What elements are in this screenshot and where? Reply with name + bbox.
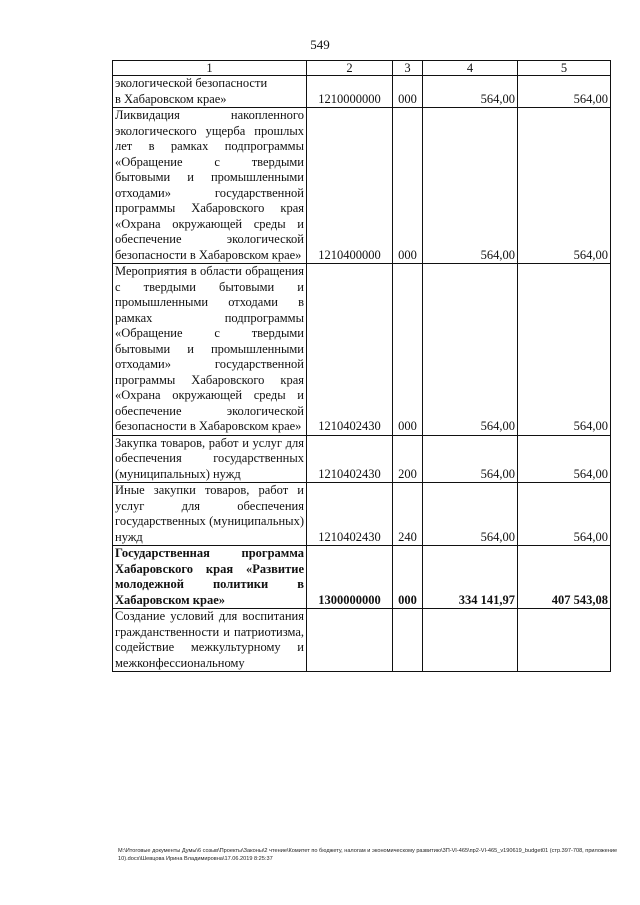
row-value-year2-cell: 564,00 (518, 76, 611, 108)
row-code-cell: 1210402430 (307, 264, 393, 436)
row-code-cell: 1300000000 (307, 546, 393, 609)
page-number: 549 (310, 37, 330, 52)
table-row (113, 264, 611, 436)
header-col-4: 4 (423, 61, 518, 76)
row-name-cell: Государственная программа Хабаровского края «Развитие молодежной политики в Хабаровском крае» (113, 546, 307, 609)
row-name-cell: Создание условий для воспитания гражданственности и патриотизма, содействие межкультурному и межконфессиональному (113, 609, 307, 672)
header-col-3: 3 (393, 61, 423, 76)
row-code-cell: 1210402430 (307, 435, 393, 483)
row-name-cell: Закупка товаров, работ и услуг для обеспечения государственных (муниципальных) нужд (113, 435, 307, 483)
row-value-year1-cell: 564,00 (423, 435, 518, 483)
row-type-cell: 000 (393, 546, 423, 609)
table-row (113, 546, 611, 609)
row-name-cell: экологической безопасности в Хабаровском крае» (113, 76, 307, 108)
row-name-cell: Иные закупки товаров, работ и услуг для обеспечения государственных (муниципальных) нужд (113, 483, 307, 546)
header-col-5: 5 (518, 61, 611, 76)
budget-table (112, 60, 611, 672)
row-type-cell: 000 (393, 264, 423, 436)
table-row (113, 108, 611, 264)
row-code-cell (307, 609, 393, 672)
row-value-year2-cell: 407 543,08 (518, 546, 611, 609)
row-value-year1-cell (423, 609, 518, 672)
row-type-cell: 000 (393, 76, 423, 108)
row-value-year2-cell: 564,00 (518, 108, 611, 264)
row-value-year2-cell: 564,00 (518, 435, 611, 483)
row-type-cell: 200 (393, 435, 423, 483)
row-value-year1-cell: 564,00 (423, 483, 518, 546)
row-value-year2-cell (518, 609, 611, 672)
row-value-year1-cell: 564,00 (423, 264, 518, 436)
row-type-cell: 000 (393, 108, 423, 264)
file-path-footer: M:\Итоговые документы Думы\6 созыв\Проекты\Законы\2 чтение\Комитет по бюджету, налогам и экономическому развитию\3П-VI-465\пр2-VI-465_v190619_budget01 (стр.397-708, приложение 10).docx\Шевцова Ирина Владимировна\17.06.2019 8:25:37 (118, 848, 618, 862)
row-name-cell: Ликвидация накопленного экологического ущерба прошлых лет в рамках подпрограммы «Обращение с твердыми бытовыми и промышленными отходами» государственной программы Хабаровского края «Охрана окружающей среды и обеспечение экологической безопасности в Хабаровском крае» (113, 108, 307, 264)
table-row (113, 76, 611, 108)
row-value-year1-cell: 564,00 (423, 76, 518, 108)
row-type-cell (393, 609, 423, 672)
table-header-row (113, 61, 611, 76)
row-code-cell: 1210400000 (307, 108, 393, 264)
row-value-year2-cell: 564,00 (518, 483, 611, 546)
table-row (113, 435, 611, 483)
table-row (113, 609, 611, 672)
row-code-cell: 1210000000 (307, 76, 393, 108)
header-col-2: 2 (307, 61, 393, 76)
row-name-cell: Мероприятия в области обращения с твердыми бытовыми и промышленными отходами в рамках подпрограммы «Обращение с твердыми бытовыми и промышленными отходами» государственной программы Хабаровского края «Охрана окружающей среды и обеспечение экологической безопасности в Хабаровском крае» (113, 264, 307, 436)
row-value-year1-cell: 334 141,97 (423, 546, 518, 609)
table-row (113, 483, 611, 546)
row-value-year1-cell: 564,00 (423, 108, 518, 264)
row-value-year2-cell: 564,00 (518, 264, 611, 436)
header-col-1: 1 (113, 61, 307, 76)
row-code-cell: 1210402430 (307, 483, 393, 546)
row-type-cell: 240 (393, 483, 423, 546)
